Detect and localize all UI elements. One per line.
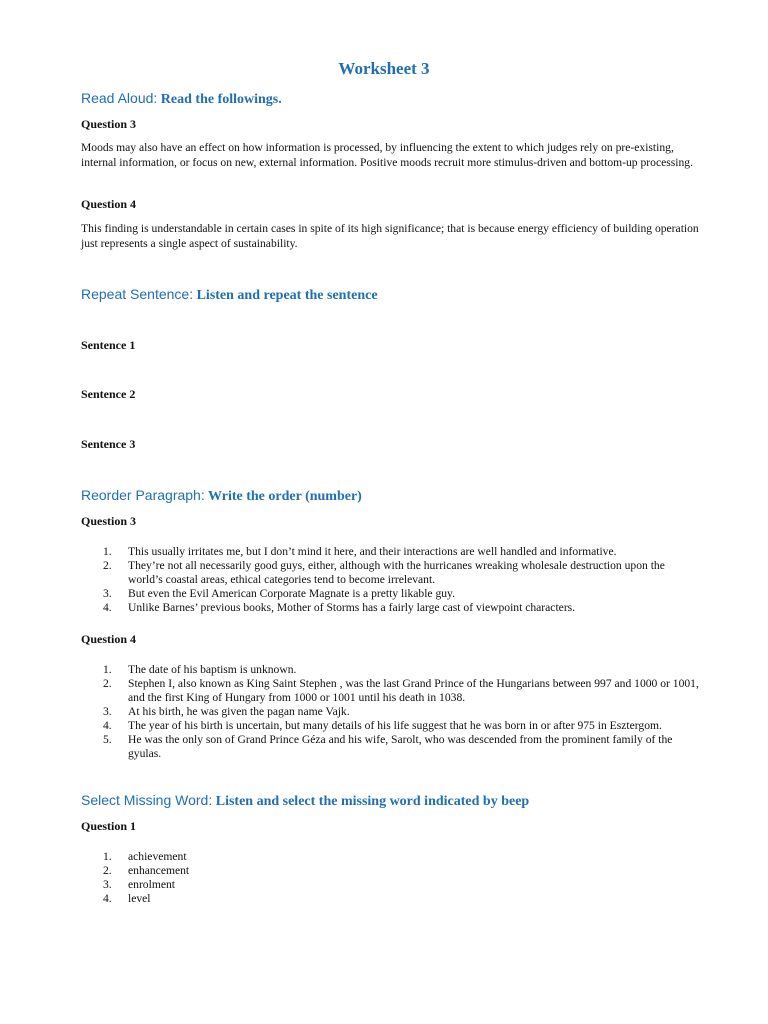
option-text: level — [128, 892, 151, 905]
list-number: 3. — [103, 878, 112, 891]
sentence-label: Sentence 1 — [81, 338, 136, 352]
section-heading-reorder-paragraph — [81, 487, 362, 505]
list-item — [81, 705, 701, 719]
section-kind: Select Missing Word: — [81, 792, 213, 808]
list-item — [81, 559, 701, 587]
option-text: At his birth, he was given the pagan name Vajk. — [128, 705, 350, 718]
sentence-label: Sentence 3 — [81, 437, 136, 451]
reorder-options-list — [81, 545, 701, 615]
list-number: 5. — [103, 733, 112, 746]
list-number: 3. — [103, 587, 112, 600]
option-text: Stephen I, also known as King Saint Stephen , was the last Grand Prince of the Hungarians between 997 and 1000 or 1001, and the first King of Hungary from 1000 or 1001 until his death in 1038. — [128, 677, 699, 704]
option-text: The date of his baptism is unknown. — [128, 663, 297, 676]
list-item — [81, 864, 701, 878]
option-text: But even the Evil American Corporate Magnate is a pretty likable guy. — [128, 587, 455, 600]
question-label: Question 4 — [81, 197, 137, 211]
list-item — [81, 545, 701, 559]
list-number: 2. — [103, 677, 112, 690]
list-number: 3. — [103, 705, 112, 718]
option-text: enhancement — [128, 864, 190, 877]
list-number: 4. — [103, 892, 112, 905]
list-number: 1. — [103, 663, 112, 676]
list-number: 4. — [103, 601, 112, 614]
list-item — [81, 892, 701, 906]
list-number: 4. — [103, 719, 112, 732]
option-text: enrolment — [128, 878, 176, 891]
sentence-label: Sentence 2 — [81, 387, 136, 401]
section-kind: Reorder Paragraph: — [81, 487, 205, 503]
list-item — [81, 677, 701, 705]
question-label: Question 4 — [81, 632, 137, 646]
list-number: 1. — [103, 545, 112, 558]
section-heading-select-missing-word — [81, 792, 529, 810]
option-text: achievement — [128, 850, 187, 863]
list-item — [81, 878, 701, 892]
section-heading-read-aloud — [81, 90, 282, 108]
section-instruction: Listen and select the missing word indicated by beep — [215, 794, 530, 809]
question-label: Question 3 — [81, 514, 137, 528]
question-label: Question 1 — [81, 819, 137, 833]
option-text: This usually irritates me, but I don’t mind it here, and their interactions are well handled and informative. — [128, 545, 617, 558]
list-item — [81, 601, 701, 615]
option-text: Unlike Barnes’ previous books, Mother of Storms has a fairly large cast of viewpoint characters. — [128, 601, 576, 614]
list-item — [81, 663, 701, 677]
list-item — [81, 587, 701, 601]
section-kind: Read Aloud: — [81, 90, 158, 106]
option-text: He was the only son of Grand Prince Géza and his wife, Sarolt, who was descended from the prominent family of the gyulas. — [128, 733, 673, 760]
list-item — [81, 850, 701, 864]
question-label: Question 3 — [81, 117, 137, 131]
list-number: 2. — [103, 559, 112, 572]
option-text: They’re not all necessarily good guys, either, although with the hurricanes wreaking wholesale destruction upon the world’s coastal areas, ethical categories tend to become irrelevant. — [128, 559, 665, 586]
section-instruction: Listen and repeat the sentence — [196, 288, 378, 303]
reorder-options-list — [81, 663, 701, 761]
list-item — [81, 719, 701, 733]
list-item — [81, 733, 701, 761]
section-heading-repeat-sentence — [81, 286, 378, 304]
section-instruction: Read the followings. — [160, 92, 282, 107]
section-kind: Repeat Sentence: — [81, 286, 194, 302]
list-number: 2. — [103, 864, 112, 877]
section-instruction: Write the order (number) — [208, 489, 362, 504]
option-text: The year of his birth is uncertain, but many details of his life suggest that he was born in or after 975 in Esztergom. — [128, 719, 662, 732]
missing-word-options-list — [81, 850, 701, 906]
read-aloud-passage: Moods may also have an effect on how information is processed, by influencing the extent to which judges rely on pre-existing, internal information, or focus on new, external information. Positive moods recruit more stimulus-driven and bottom-up processing. — [81, 141, 693, 169]
read-aloud-passage: This finding is understandable in certain cases in spite of its high significance; that is because energy efficiency of building operation just represents a single aspect of sustainability. — [81, 222, 699, 250]
page-title: Worksheet 3 — [338, 59, 430, 78]
list-number: 1. — [103, 850, 112, 863]
